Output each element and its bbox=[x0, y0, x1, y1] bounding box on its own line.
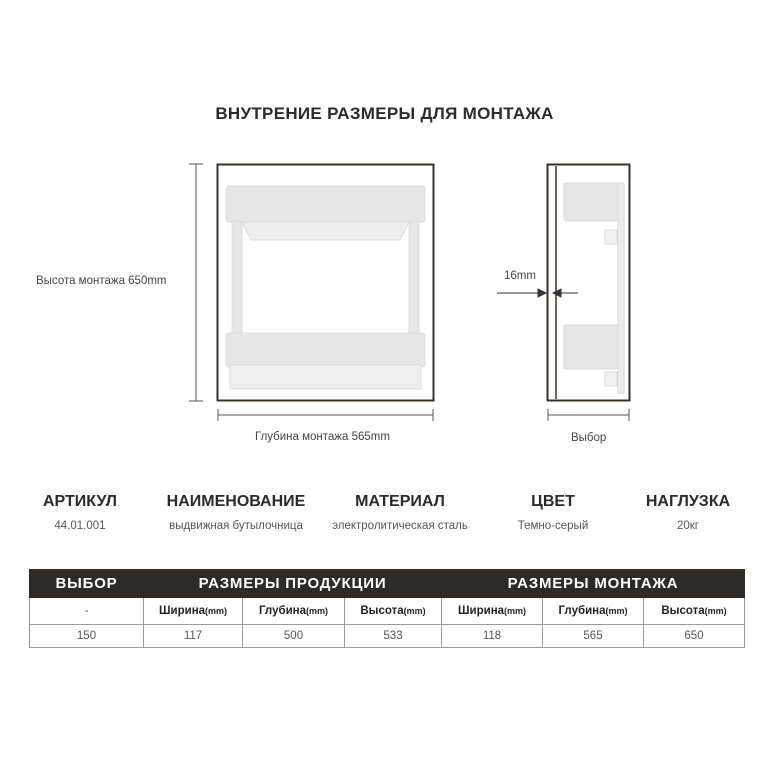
height-label: Высота монтажа 650mm bbox=[36, 275, 167, 287]
side-label: Выбор bbox=[571, 432, 607, 444]
depth-label: Глубина монтажа 565mm bbox=[255, 431, 390, 443]
header-product-dimensions: РАЗМЕРЫ ПРОДУКЦИИ bbox=[144, 570, 442, 598]
page-title: ВНУТРЕНИЕ РАЗМЕРЫ ДЛЯ МОНТАЖА bbox=[215, 104, 554, 123]
mount-height-header: Высота(mm) bbox=[644, 598, 745, 625]
table-header-row bbox=[30, 570, 745, 598]
cell-product-width: 117 bbox=[144, 625, 243, 648]
height-dimension-line bbox=[189, 164, 203, 401]
cell-product-depth: 500 bbox=[243, 625, 345, 648]
side-dimension-line bbox=[548, 409, 629, 421]
mount-depth-header: Глубина(mm) bbox=[543, 598, 644, 625]
mount-width-header: Ширина(mm) bbox=[442, 598, 543, 625]
name-value: выдвижная бутылочница bbox=[169, 520, 303, 532]
material-heading: МАТЕРИАЛ bbox=[355, 493, 445, 510]
depth-dimension-line bbox=[218, 409, 433, 421]
gap-label: 16mm bbox=[504, 270, 536, 282]
header-choice: ВЫБОР bbox=[30, 570, 144, 598]
load-value: 20кг bbox=[676, 520, 700, 532]
material-value: электролитическая сталь bbox=[332, 520, 468, 532]
product-depth-header: Глубина(mm) bbox=[243, 598, 345, 625]
table-subheader-row bbox=[30, 598, 745, 625]
side-basket-icon bbox=[564, 183, 624, 393]
front-basket-icon bbox=[226, 186, 425, 389]
article-heading: АРТИКУЛ bbox=[42, 493, 118, 510]
name-heading: НАИМЕНОВАНИЕ bbox=[166, 493, 306, 510]
color-heading: ЦВЕТ bbox=[531, 493, 575, 510]
dimensions-table bbox=[29, 569, 745, 648]
choice-subheader: - bbox=[30, 598, 144, 625]
article-value: 44.01.001 bbox=[54, 520, 106, 532]
color-value: Темно-серый bbox=[517, 520, 589, 532]
cell-mount-depth: 565 bbox=[543, 625, 644, 648]
header-mount-dimensions: РАЗМЕРЫ МОНТАЖА bbox=[442, 570, 745, 598]
table-row bbox=[30, 625, 745, 648]
product-width-header: Ширина(mm) bbox=[144, 598, 243, 625]
gap-arrows bbox=[497, 289, 578, 297]
cell-choice: 150 bbox=[30, 625, 144, 648]
cell-mount-width: 118 bbox=[442, 625, 543, 648]
load-heading: НАГЛУЗКА bbox=[645, 493, 731, 510]
product-height-header: Высота(mm) bbox=[345, 598, 442, 625]
cell-product-height: 533 bbox=[345, 625, 442, 648]
cell-mount-height: 650 bbox=[644, 625, 745, 648]
